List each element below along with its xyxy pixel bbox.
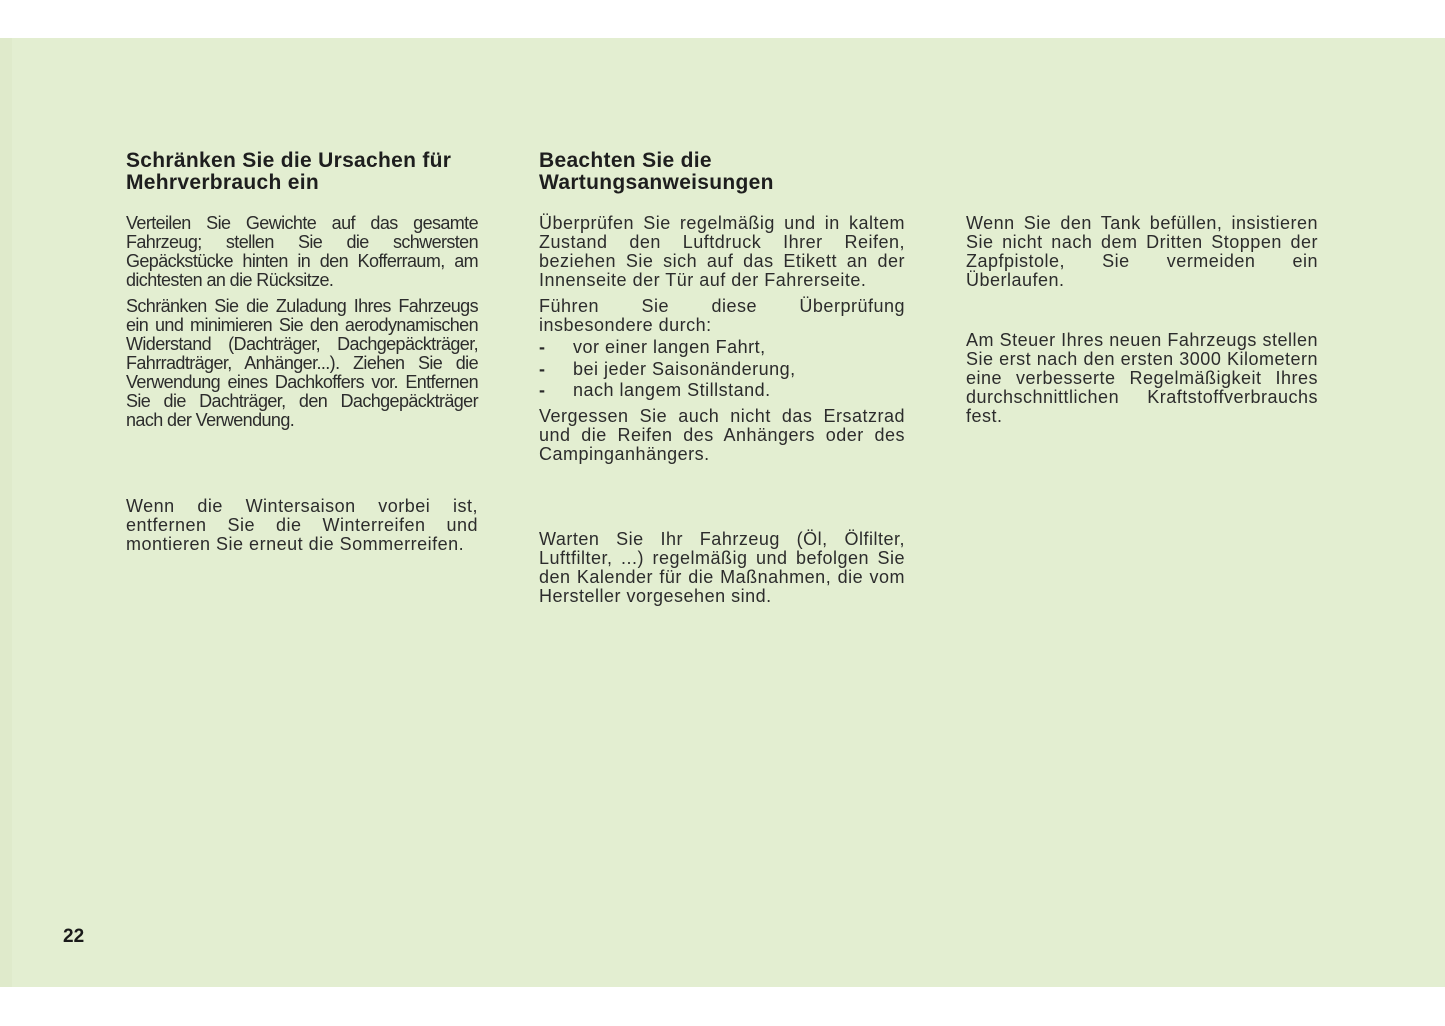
right-column [966,150,1318,426]
inspection-list [539,337,905,402]
middle-column [539,150,905,606]
right-paragraph-1: Wenn Sie den Tank befüllen, insistieren Sie nicht nach dem Dritten Stoppen der Zapfpistole, Sie vermeiden ein Überlaufen. [966,213,1318,290]
list-item: - nach langem Stillstand. [539,380,771,400]
middle-heading: Beachten Sie die Wartungsanweisungen [539,149,774,194]
middle-paragraph-2: Führen Sie diese Überprüfung insbesondere durch: [539,296,905,335]
left-heading: Schränken Sie die Ursachen für Mehrverbrauch ein [126,149,452,194]
left-paragraph-3: Wenn die Wintersaison vorbei ist, entfernen Sie die Winterreifen und montieren Sie erneut die Sommerreifen. [126,496,478,554]
left-paragraph-1: Verteilen Sie Gewichte auf das gesamte Fahrzeug; stellen Sie die schwersten Gepäckstücke hinten in den Kofferraum, am dichtesten an die Rücksitze. [126,213,478,290]
middle-paragraph-1: Überprüfen Sie regelmäßig und in kaltem Zustand den Luftdruck Ihrer Reifen, beziehen Sie sich auf das Etikett an der Innenseite der Tür auf der Fahrerseite. [539,213,905,290]
list-marker: - [539,358,546,379]
list-item: - bei jeder Saisonänderung, [539,358,796,379]
list-item: - vor einer langen Fahrt, [539,337,766,357]
middle-paragraph-4: Warten Sie Ihr Fahrzeug (Öl, Ölfilter, Luftfilter, ...) regelmäßig und befolgen Sie den Kalender für die Maßnahmen, die vom Hersteller vorgesehen sind. [539,528,905,606]
manual-page [0,38,1445,987]
list-marker: - [539,337,546,357]
list-marker: - [539,380,546,400]
middle-paragraph-3: Vergessen Sie auch nicht das Ersatzrad und die Reifen des Anhängers oder des Campinganhängers. [539,405,905,464]
left-paragraph-2: Schränken Sie die Zuladung Ihres Fahrzeugs ein und minimieren Sie den aerodynamischen Widerstand (Dachträger, Dachgepäckträger, Fahrradträger, Anhänger...). Ziehen Sie die Verwendung eines Dachkoffers vor. Entfernen Sie die Dachträger, den Dachgepäckträger nach der Verwendung. [126,296,478,430]
page-number: 22 [63,926,85,947]
right-paragraph-2: Am Steuer Ihres neuen Fahrzeugs stellen Sie erst nach den ersten 3000 Kilometern eine verbesserte Regelmäßigkeit Ihres durchschnittlichen Kraftstoffverbrauchs fest. [966,330,1318,426]
left-column [126,150,478,554]
